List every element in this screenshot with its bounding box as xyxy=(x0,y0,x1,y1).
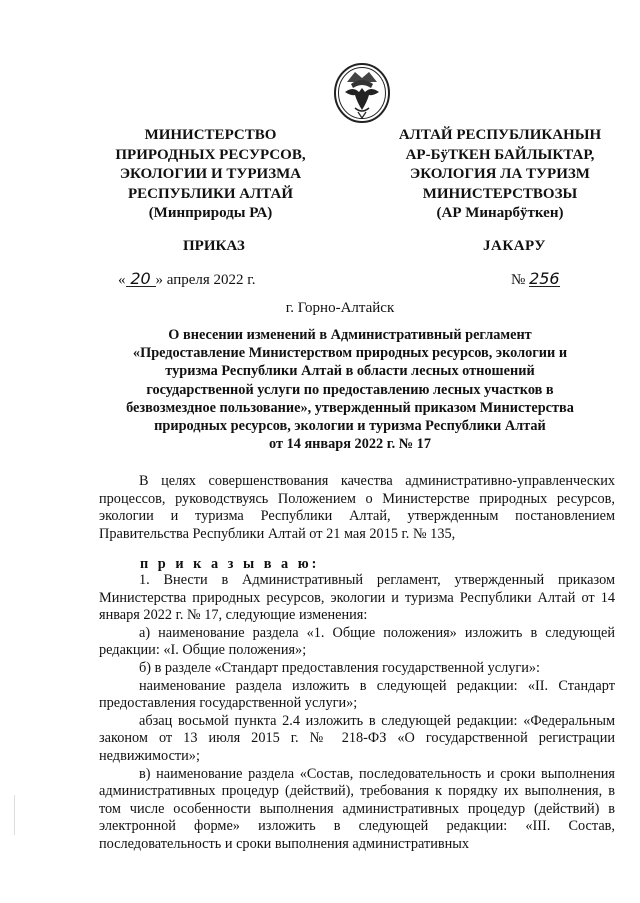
header-line: ЭКОЛОГИИ И ТУРИЗМА xyxy=(119,166,302,182)
order-item: абзац восьмой пункта 2.4 изложить в следующей редакции: «Федеральным законом от 13 июля 2015 г. № 218-ФЗ «О государственной регистрации недвижимости»; xyxy=(99,712,615,764)
order-items xyxy=(99,572,615,854)
subject-line: О внесении изменений в Административный регламент xyxy=(168,327,532,343)
order-item: а) наименование раздела «1. Общие положения» изложить в следующей редакции: «I. Общие положения»; xyxy=(99,624,615,659)
preamble xyxy=(99,473,615,543)
date-open-quote: « xyxy=(118,272,126,288)
order-item: 1. Внести в Административный регламент, утвержденный приказом Министерства природных ресурсов, экологии и туризма Республики Алтай от 14 января 2022 г. № 17, следующие изменения: xyxy=(99,572,615,624)
order-number xyxy=(511,271,560,289)
date-month-year: » апреля 2022 г. xyxy=(155,272,256,288)
preamble-paragraph: В целях совершенствования качества административно-управленческих процессов, руководствуясь Положением о Министерстве природных ресурсов, экологии и туризма Республики Алтай, утвержденным постановлением Правительства Республики Алтай от 21 мая 2015 г. № 135, xyxy=(99,473,615,542)
city-line xyxy=(0,300,640,317)
subject-line: от 14 января 2022 г. № 17 xyxy=(269,436,431,453)
order-title-russian: ПРИКАЗ xyxy=(183,238,245,254)
number-handwritten: 256 xyxy=(529,269,560,288)
subject-line: безвозмездное пользование», утвержденный приказом Министерства xyxy=(126,399,574,416)
header-line: (АР Минарбÿткен) xyxy=(436,205,564,221)
order-subject xyxy=(100,326,600,453)
subject-line: туризма Республики Алтай в области лесных отношений xyxy=(165,363,535,380)
order-item: наименование раздела изложить в следующей редакции: «II. Стандарт предоставления государственной услуги»; xyxy=(99,677,615,712)
header-line: ПРИРОДНЫХ РЕСУРСОВ, xyxy=(115,146,306,163)
order-date xyxy=(118,271,256,289)
header-line: (Минприроды РА) xyxy=(148,205,273,221)
header-line: МИНИСТЕРСТВОЗЫ xyxy=(422,185,578,202)
order-title-altai: JАКАРУ xyxy=(483,238,546,254)
order-item: в) наименование раздела «Состав, последовательность и сроки выполнения административных процедур (действий), требования к порядку их выполнения, в том числе особенности выполнения административных процедур (действий) в электронной форме» изложить в следующей редакции: «III. Состав, последовательность и сроки выполнения административных xyxy=(99,765,615,852)
date-day-handwritten: 20 xyxy=(126,271,156,287)
subject-line: государственной услуги по предоставлению лесных участков в xyxy=(146,381,554,398)
header-line: МИНИСТЕРСТВО xyxy=(144,127,277,143)
header-line: РЕСПУБЛИКИ АЛТАЙ xyxy=(127,185,294,202)
city: г. Горно-Алтайск xyxy=(285,300,395,316)
header-line: ЭКОЛОГИЯ ЛА ТУРИЗМ xyxy=(410,166,590,182)
ministry-header-altai xyxy=(375,126,625,224)
ministry-header-russian xyxy=(103,126,318,224)
order-item: б) в разделе «Стандарт предоставления государственной услуги»: xyxy=(139,659,541,676)
subject-line: природных ресурсов, экологии и туризма Республики Алтай xyxy=(154,418,546,435)
decree-word: п р и к а з ы в а ю: xyxy=(140,556,320,572)
header-line: АР-БÿТКЕН БАЙЛЫКТАР, xyxy=(405,146,595,163)
subject-line: «Предоставление Министерством природных ресурсов, экологии и xyxy=(132,345,568,362)
coat-of-arms-icon xyxy=(333,62,391,124)
number-prefix: № xyxy=(511,272,526,288)
margin-mark xyxy=(14,795,15,835)
header-line: АЛТАЙ РЕСПУБЛИКАНЫН xyxy=(398,127,602,143)
